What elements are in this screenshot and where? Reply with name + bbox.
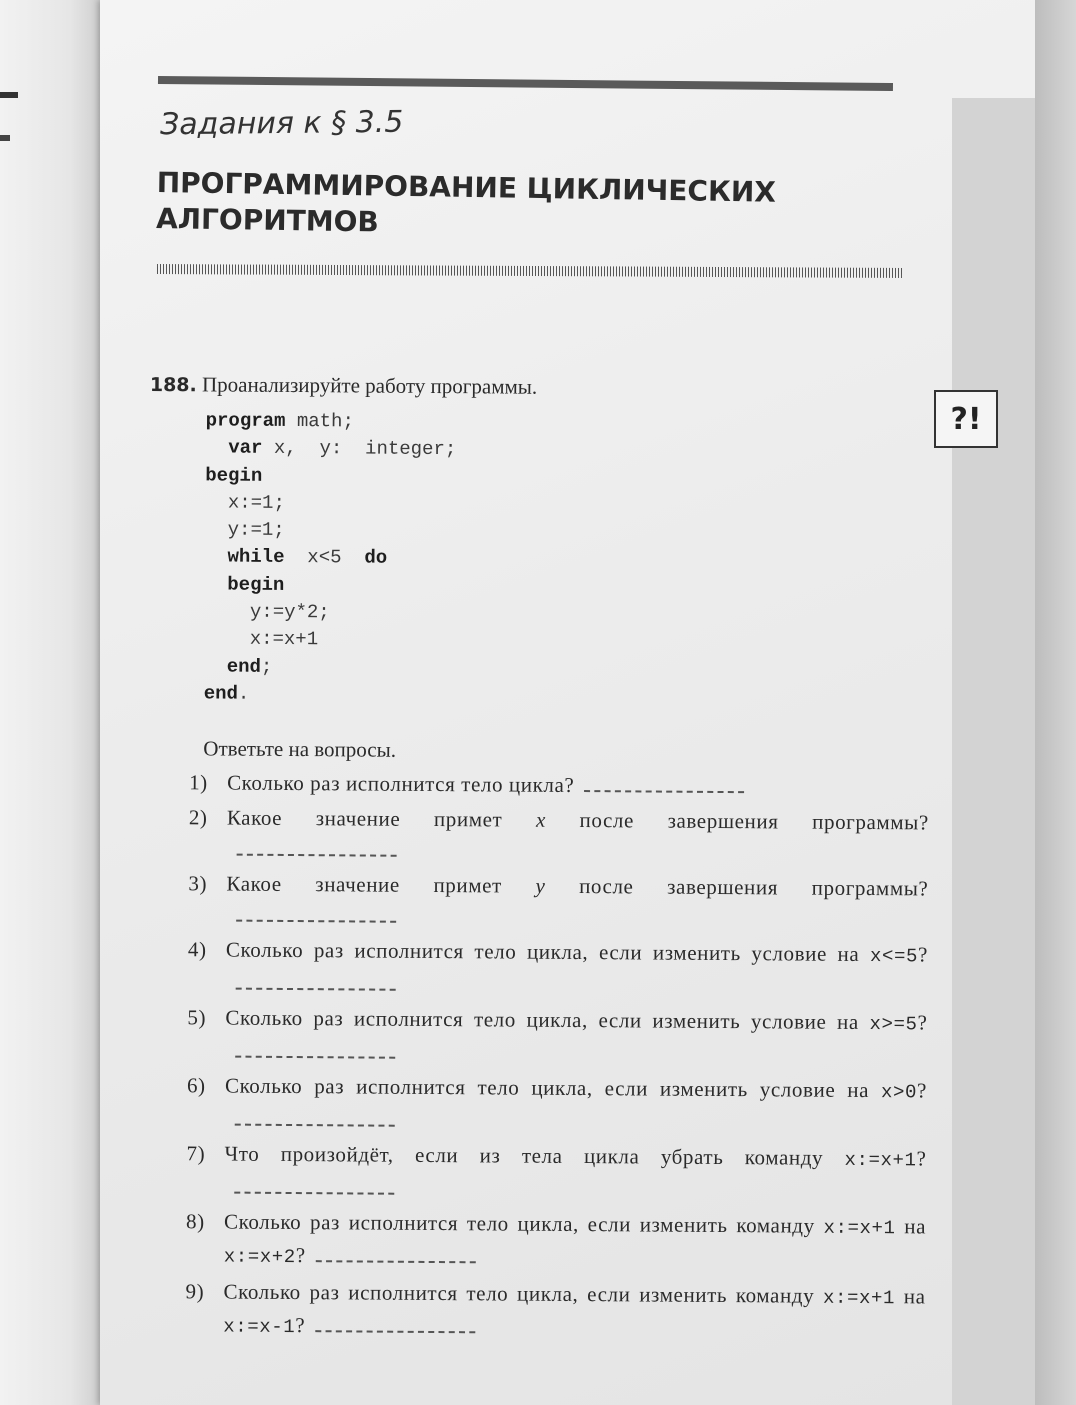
question-number: 4) — [187, 937, 207, 962]
code-line — [205, 435, 939, 467]
question-text — [227, 803, 937, 870]
question-fragment: Сколько раз исполнится тело цикла, если изменить команду — [223, 1279, 824, 1308]
question-text — [224, 1139, 934, 1208]
code-line — [204, 680, 938, 712]
code-text: y:=y*2; — [204, 600, 330, 624]
question-exclamation-badge: ?! — [934, 390, 998, 448]
adjacent-page-mark — [0, 92, 18, 98]
task-heading — [150, 370, 940, 405]
code-keyword: begin — [205, 463, 263, 487]
code-fragment: x:=x+1 — [844, 1149, 917, 1172]
answer-blank[interactable] — [236, 904, 396, 923]
question-fragment: ? — [295, 1313, 306, 1338]
question-list — [185, 768, 937, 1348]
question-item — [186, 1139, 934, 1208]
code-text: math; — [285, 409, 354, 433]
question-text — [226, 869, 936, 936]
section-title: ПРОГРАММИРОВАНИЕ ЦИКЛИЧЕСКИХ АЛГОРИТМОВ — [155, 165, 777, 239]
answer-blank[interactable] — [237, 838, 397, 857]
question-number: 5) — [187, 1005, 207, 1030]
side-margin-strip — [952, 98, 1035, 1405]
answer-blank[interactable] — [316, 1244, 476, 1263]
question-fragment: Сколько раз исполнится тело цикла, если изменить команду — [223, 1209, 824, 1238]
answer-blank[interactable] — [584, 774, 744, 793]
question-fragment: Сколько раз исполнится тело цикла? — [227, 770, 575, 798]
code-fragment: x<=5 — [869, 945, 919, 968]
code-text: x, y: integer; — [262, 437, 457, 461]
answer-blank[interactable] — [234, 1176, 394, 1195]
question-number: 1) — [189, 770, 208, 795]
question-fragment: ? — [295, 1243, 306, 1268]
code-keyword: end — [203, 682, 239, 705]
program-code — [204, 407, 940, 712]
question-fragment: ? — [917, 1010, 928, 1035]
task-block — [143, 370, 940, 1352]
code-text: . — [237, 682, 250, 705]
code-fragment: x>0 — [880, 1081, 918, 1104]
task-number: 188. — [149, 373, 197, 397]
question-number: 6) — [186, 1073, 206, 1098]
question-text — [226, 935, 936, 1004]
section-label: Задания к § 3.5 — [159, 104, 404, 143]
variable-name: y — [535, 873, 546, 899]
question-fragment: ? — [916, 1078, 928, 1103]
question-item — [186, 1207, 934, 1278]
code-line — [205, 544, 939, 576]
question-number: 9) — [185, 1279, 205, 1304]
code-text: y:=1; — [204, 518, 285, 542]
page-stack-edge — [1035, 0, 1076, 1405]
code-fragment: x:=x+2 — [223, 1245, 296, 1269]
code-keyword: do — [364, 546, 388, 570]
code-keyword: while — [204, 545, 285, 569]
variable-name: x — [535, 807, 547, 833]
code-fragment: x:=x+1 — [822, 1286, 896, 1310]
question-item — [189, 803, 937, 870]
code-keyword: begin — [204, 573, 285, 596]
questions-intro: Ответьте на вопросы. — [203, 736, 397, 762]
question-item — [188, 935, 936, 1004]
code-fragment: x:=x+1 — [823, 1216, 896, 1240]
answer-blank[interactable] — [236, 972, 396, 991]
question-number: 7) — [186, 1141, 206, 1166]
answer-blank[interactable] — [235, 1108, 395, 1127]
code-fragment: x>=5 — [869, 1013, 918, 1036]
code-fragment: x:=x-1 — [223, 1315, 296, 1339]
question-item — [188, 869, 936, 936]
code-text: x:=1; — [205, 491, 285, 514]
adjacent-page-edge — [0, 0, 100, 1405]
answer-blank[interactable] — [235, 1040, 395, 1059]
code-line — [204, 626, 938, 658]
code-text: x<5 — [284, 546, 365, 569]
question-fragment: Сколько раз исполнится тело цикла, если изменить условие на — [225, 937, 871, 967]
question-fragment: ? — [916, 1146, 927, 1171]
question-text — [225, 1003, 935, 1072]
answer-blank[interactable] — [315, 1314, 475, 1333]
code-keyword: program — [205, 409, 286, 432]
question-fragment: на — [894, 1284, 926, 1309]
question-number: 3) — [188, 871, 208, 896]
task-prompt: Проанализируйте работу программы. — [201, 372, 538, 399]
question-fragment: Сколько раз исполнится тело цикла, если изменить условие на — [225, 1005, 870, 1035]
question-fragment: Сколько раз исполнится тело цикла, если изменить условие на — [224, 1073, 882, 1103]
question-text — [227, 768, 937, 804]
question-text — [225, 1071, 935, 1140]
question-text — [223, 1277, 933, 1348]
code-text: x:=x+1 — [204, 627, 319, 651]
question-fragment: Что произойдёт, если из тела цикла убрать команду — [224, 1141, 845, 1171]
question-text — [224, 1207, 934, 1278]
question-fragment: после завершения программы? — [545, 874, 929, 901]
question-fragment: Какое значение примет — [226, 805, 537, 832]
question-item — [189, 768, 937, 804]
question-fragment: Какое значение примет — [226, 871, 536, 898]
question-fragment: после завершения программы? — [545, 808, 929, 835]
code-text: ; — [260, 655, 273, 678]
question-item — [187, 1071, 935, 1140]
code-keyword: end — [203, 655, 262, 678]
adjacent-page-mark — [0, 135, 10, 141]
question-number: 8) — [185, 1209, 205, 1234]
code-keyword: var — [205, 436, 263, 460]
question-number: 2) — [188, 805, 208, 830]
question-fragment: ? — [917, 942, 929, 967]
question-fragment: на — [895, 1214, 927, 1239]
question-item — [187, 1003, 935, 1072]
question-item — [185, 1277, 933, 1348]
